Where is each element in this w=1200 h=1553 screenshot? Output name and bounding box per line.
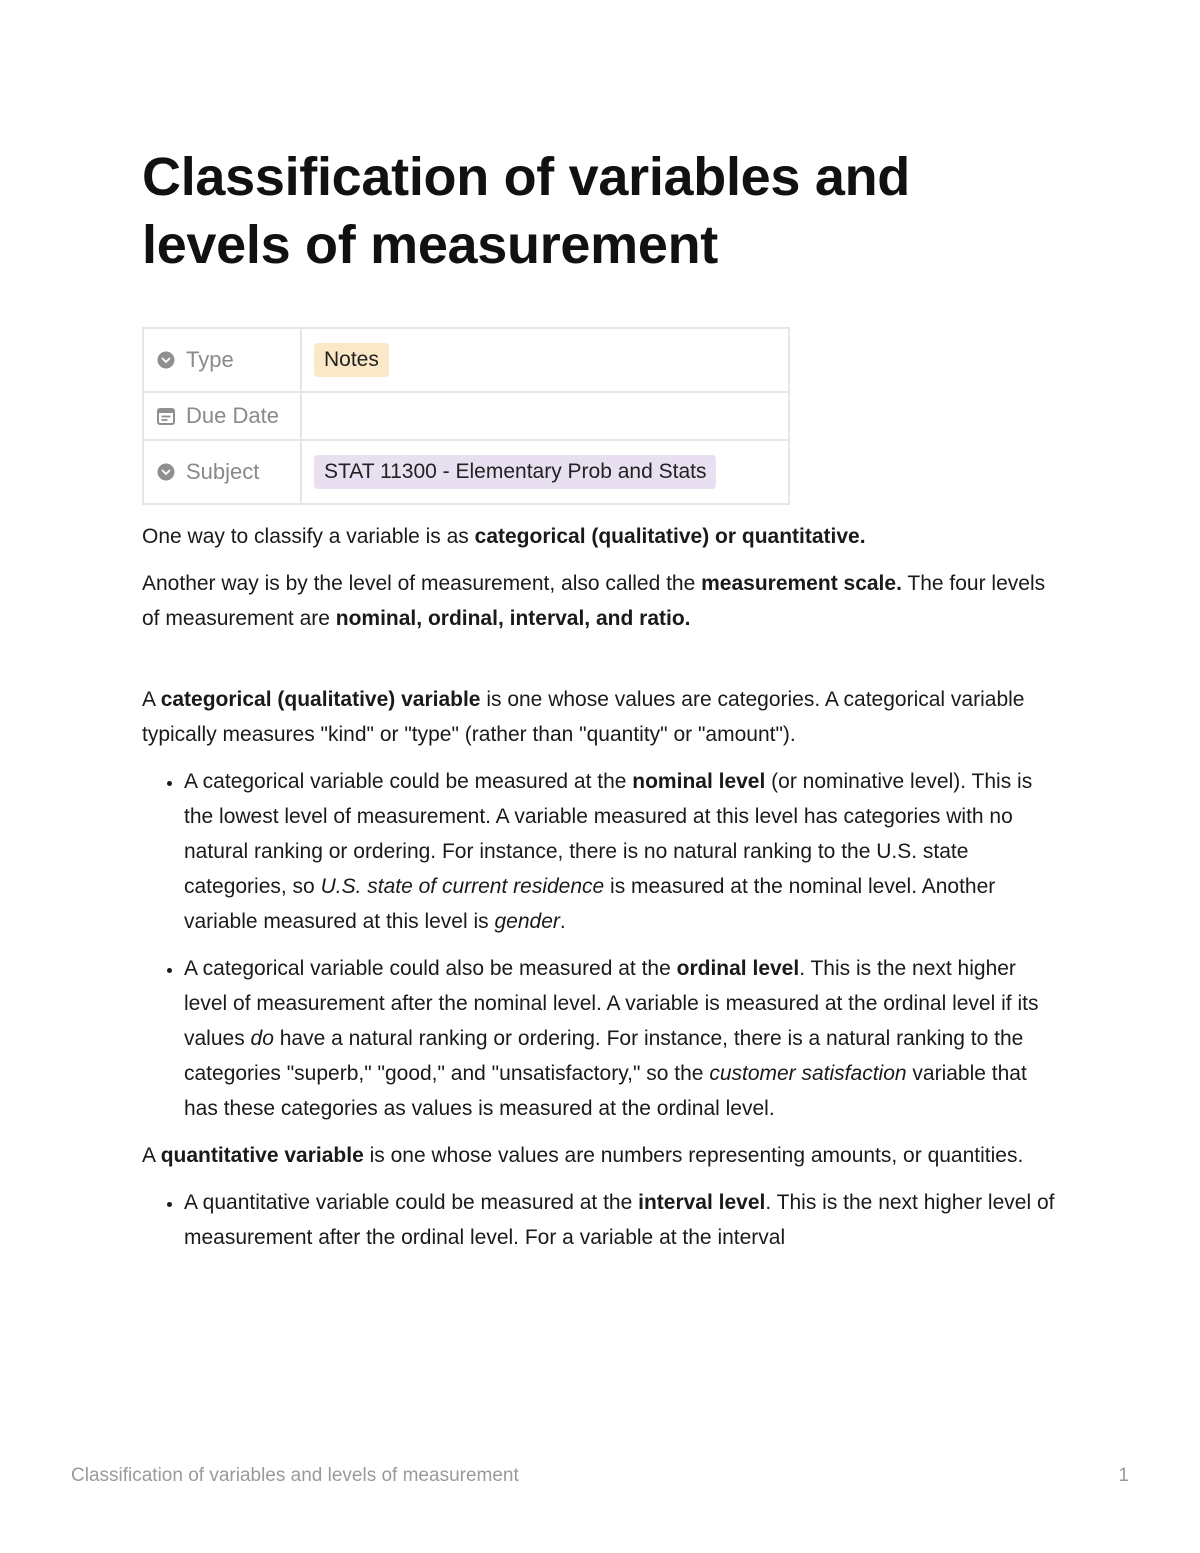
paragraph-categorical: A categorical (qualitative) variable is one whose values are categories. A categorical variable typically measures "kind" or "type" (rather than "quantity" or "amount").	[142, 688, 1025, 746]
list-item-nominal: • A categorical variable could be measured at the nominal level (or nominative level). This is the lowest level of measurement. A variable measured at this level has categories with no natural ranking or ordering. For instance, there is no natural ranking to the U.S. state categories, so U.S. state of current residence is measured at the nominal level. Another variable measured at this level is gender.	[184, 764, 1062, 939]
property-key-type	[143, 328, 301, 392]
property-label-due-date: Due Date	[186, 403, 279, 428]
property-value-subject[interactable]	[301, 440, 789, 504]
property-value-type[interactable]	[301, 328, 789, 392]
property-row-subject	[143, 440, 789, 504]
categorical-levels-list	[142, 764, 1062, 1126]
list-item-ordinal: • A categorical variable could also be measured at the ordinal level. This is the next higher level of measurement after the nominal level. A variable is measured at the ordinal level if its values do have a natural ranking or ordering. For instance, there is a natural ranking to the categories "superb," "good," and "unsatisfactory," so the customer satisfaction variable that has these categories as values is measured at the ordinal level.	[184, 951, 1062, 1126]
quantitative-levels-list	[142, 1185, 1062, 1255]
property-value-due-date[interactable]	[301, 392, 789, 440]
property-label-subject: Subject	[186, 459, 260, 484]
select-icon	[156, 462, 176, 482]
select-icon	[156, 350, 176, 370]
paragraph-quantitative: A quantitative variable is one whose values are numbers representing amounts, or quantities.	[142, 1144, 1024, 1167]
page-number: 1	[1118, 1465, 1129, 1486]
list-item-interval: • A quantitative variable could be measured at the interval level. This is the next higher level of measurement after the ordinal level. For a variable at the interval	[184, 1185, 1062, 1255]
paragraph-measurement-scale: Another way is by the level of measurement, also called the measurement scale. The four levels of measurement are nominal, ordinal, interval, and ratio.	[142, 572, 1046, 630]
page-title: Classification of variables and levels of measurement	[142, 147, 910, 275]
page-content	[142, 143, 1062, 1267]
property-key-due-date	[143, 392, 301, 440]
properties-table	[142, 327, 790, 505]
paragraph-classification: One way to classify a variable is as categorical (qualitative) or quantitative.	[142, 525, 866, 548]
property-label-type: Type	[186, 347, 234, 372]
page-footer	[71, 1465, 1129, 1491]
property-key-subject	[143, 440, 301, 504]
calendar-icon	[156, 406, 176, 426]
property-row-due-date	[143, 392, 789, 440]
note-body	[142, 519, 1062, 1255]
property-row-type	[143, 328, 789, 392]
footer-title: Classification of variables and levels of measurement	[71, 1465, 519, 1486]
subject-tag[interactable]: STAT 11300 - Elementary Prob and Stats	[314, 455, 716, 489]
type-tag[interactable]: Notes	[314, 343, 389, 377]
